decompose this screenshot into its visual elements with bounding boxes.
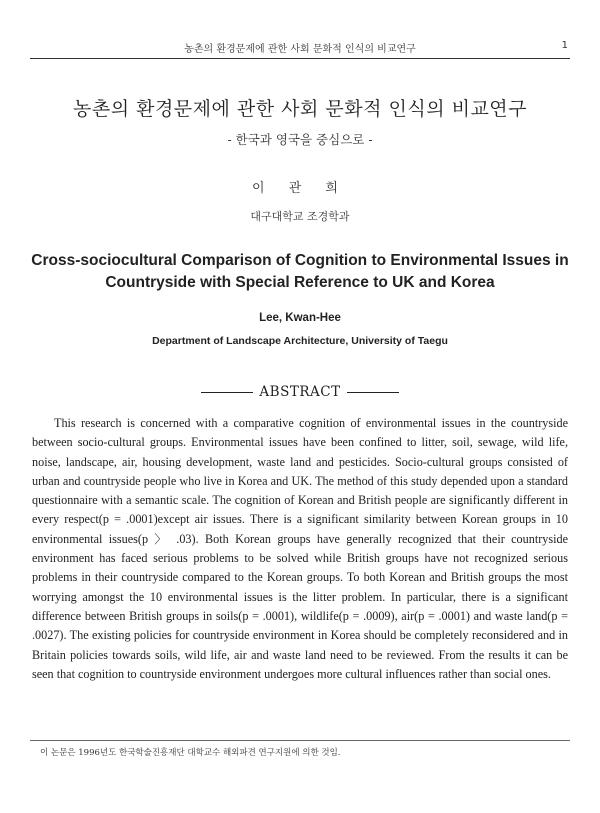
korean-subtitle: - 한국과 영국을 중심으로 - — [227, 132, 373, 147]
abstract-heading — [0, 382, 600, 402]
abstract-rule-left — [201, 392, 253, 393]
abstract-rule-right — [347, 392, 399, 393]
footnote — [30, 740, 570, 758]
english-title: Cross-sociocultural Comparison of Cognition to Environmental Issues in Countryside with Special Reference to UK and Korea — [31, 252, 569, 291]
abstract-heading-label: ABSTRACT — [259, 384, 341, 400]
korean-affiliation: 대구대학교 조경학과 — [250, 210, 350, 223]
footnote-text: 이 논문은 1996년도 한국학술진흥재단 대학교수 해외파견 연구지원에 의한 것임. — [40, 748, 341, 758]
abstract-body: This research is concerned with a comparative cognition of environmental issues in the countryside between socio-cultural groups. Environmental issues have been confined to litter, soil, sewage, wild life, noise, landscape, air, housing development, waste land and pesticides. Socio-cultural groups consisted of urban and countryside people who live in Korea and UK. The method of this study depended upon a standard questionnaire with a semantic scale. The cognition of Korean and British people are significantly different in every respect(p = .0001)except air issues. There is a significant similarity between Korean groups in 10 environmental issues(p 〉 .03). Both Korean groups have generally recognized that their countryside environment has faced serious problems to be solved while British groups have not recognized serious problems in their countryside compared to the Korean groups. To both Korean and British groups the most worrying amongst the 10 environmental issues is the litter problem. In particular, there is a significant difference between British groups in soils(p = .0001), wildlife(p = .0009), air(p = .0001) and waste land(p = .0027). The existing policies for countryside environment in Korea should be completely reconsidered and in Britain policies towards soils, wild life, air and waste land need to be reviewed. From the results it can be seen that cognition to countryside environment undergoes more cultural influences rather than social ones. — [32, 416, 568, 681]
english-author: Lee, Kwan-Hee — [259, 312, 341, 324]
korean-author: 이 관 희 — [252, 181, 348, 196]
page-number: 1 — [561, 40, 568, 51]
running-header — [30, 38, 570, 59]
korean-title: 농촌의 환경문제에 관한 사회 문화적 인식의 비교연구 — [72, 98, 528, 120]
english-affiliation: Department of Landscape Architecture, University of Taegu — [152, 335, 448, 347]
running-header-title: 농촌의 환경문제에 관한 사회 문화적 인식의 비교연구 — [184, 44, 416, 55]
